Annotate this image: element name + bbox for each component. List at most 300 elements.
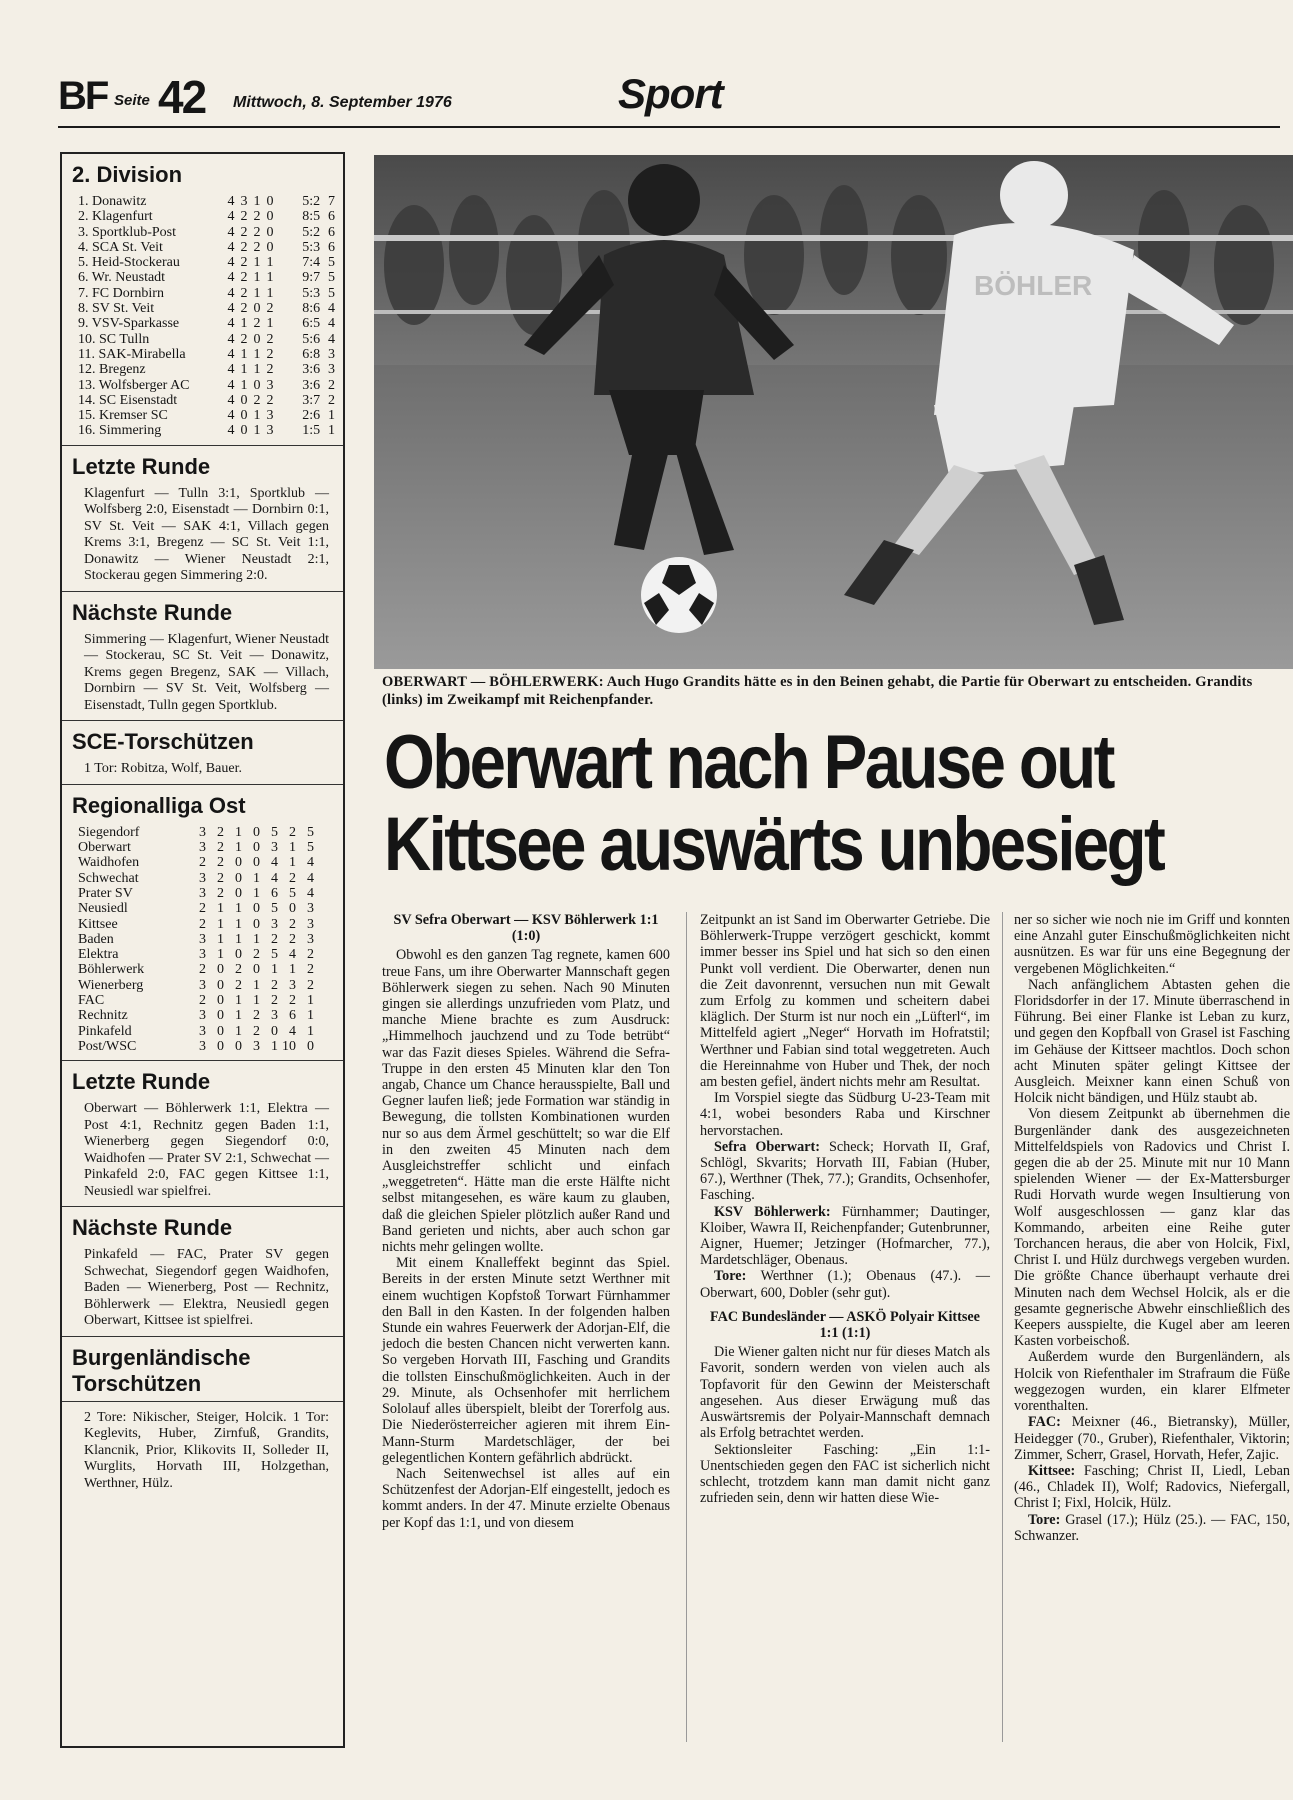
match-photo xyxy=(374,155,1293,669)
standings-cell: 1 xyxy=(328,423,335,439)
standings-cell: 1 xyxy=(253,977,260,993)
standings-cell: 6:8 xyxy=(302,346,321,362)
title-line: Torschützen xyxy=(72,1370,202,1396)
standings-cell: 4 xyxy=(227,346,235,362)
divider xyxy=(62,1401,343,1402)
standings-cell: 2 xyxy=(199,962,206,978)
standings-cell: 1 xyxy=(289,962,296,978)
standings-cell: 2 xyxy=(199,855,206,871)
standings-cell: 2 xyxy=(253,239,261,255)
standings-cell: 3 xyxy=(328,362,335,378)
standings-cell: 5 xyxy=(307,840,314,856)
standings-row xyxy=(78,332,335,347)
standings-cell: 2 xyxy=(240,331,248,347)
standings-cell: 15. Kremser SC xyxy=(78,408,168,424)
standings-cell: 3 xyxy=(199,977,206,993)
standings-cell: 2 xyxy=(240,301,248,317)
standings-cell: Prater SV xyxy=(78,885,133,901)
standings-cell: 1 xyxy=(235,901,242,917)
standings-cell: 1 xyxy=(217,916,224,932)
standings-row xyxy=(78,917,335,932)
lineup-text: Meixner (46., Bietransky), Müller, Heidegger (70., Gruber), Riefenthaler, Viktorin; Zimmer, Scherr, Grasel, Horvath, Hefer, Zajic. xyxy=(1014,1414,1290,1463)
article-headline xyxy=(384,722,1166,886)
standings-cell: 1 xyxy=(253,870,260,886)
column-rule xyxy=(686,912,687,1742)
standings-cell: 7. FC Dornbirn xyxy=(78,285,164,301)
standings-row xyxy=(78,286,335,301)
regional-standings-table xyxy=(78,825,335,1054)
standings-cell: 0 xyxy=(253,901,260,917)
section-title: Sport xyxy=(618,70,723,117)
standings-cell: 3 xyxy=(199,1023,206,1039)
standings-cell: 1 xyxy=(217,947,224,963)
standings-cell: 2 xyxy=(289,870,296,886)
goals-label: Tore: xyxy=(714,1268,747,1285)
standings-cell: 0 xyxy=(266,194,274,209)
standings-cell: 1 xyxy=(235,993,242,1009)
standings-cell: 4 xyxy=(227,270,235,286)
standings-cell: FAC xyxy=(78,993,105,1009)
standings-cell: 9:7 xyxy=(302,270,321,286)
standings-row xyxy=(78,393,335,408)
issue-date: Mittwoch, 8. September 1976 xyxy=(233,94,452,111)
goals-label: Tore: xyxy=(1028,1511,1061,1528)
standings-cell: 3 xyxy=(199,885,206,901)
divider xyxy=(62,591,343,592)
standings-cell: 6 xyxy=(328,224,335,240)
standings-cell: 2 xyxy=(217,885,224,901)
standings-cell: 2 xyxy=(240,239,248,255)
lineup xyxy=(700,1139,990,1204)
standings-row xyxy=(78,871,335,886)
standings-cell: 4 xyxy=(227,331,235,347)
standings-row xyxy=(78,270,335,285)
standings-cell: 4 xyxy=(227,392,235,408)
standings-cell: 4 xyxy=(289,947,296,963)
standings-cell: 2 xyxy=(240,209,248,225)
last-round-results: Klagenfurt — Tulln 3:1, Sportklub — Wolfsberg 2:0, Eisenstadt — Dornbirn 0:1, SV St. Veit — SAK 4:1, Villach gegen Krems 3:1, Bregenz — SC St. Veit 1:1, Donawitz — Wiener Neustadt 2:1, Stockerau gegen Simmering 2:0. xyxy=(84,485,329,584)
match-subhead: SV Sefra Oberwart — KSV Böhlerwerk 1:1 (1:0) xyxy=(393,912,659,945)
standings-cell: 0 xyxy=(253,840,260,856)
division-standings-table xyxy=(78,194,335,439)
paragraph: Obwohl es den ganzen Tag regnete, kamen 600 treue Fans, um ihre Oberwarter Mannschaft gegen Böhlerwerk siegen zu sehen. Nach 90 Minuten gingen sie allerdings unzufrieden vom Platz, und manche Miene brachte es zum Ausdruck: „Himmelhoch jauchzend und zu Tode betrübt“ war das Fazit dieses Spieles. Während die Sefra-Truppe in den ersten 45 Minuten klar den Ton angab, Chance um Chance herausspielte, Ball und Gegner laufen ließ; jede Formation war ständig in Bewegung, die tollsten Kombinationen wurden nur so aus dem Ärmel geschüttelt; so war die Elf in den zweiten 45 Minuten nach dem Ausgleichstreffer schlicht und einfach „weggetreten“. Hätte man die erste Hälfte nicht selbst mitangesehen, es wäre kaum zu glauben, daß die gleichen Spieler plötzlich außer Rand und Band gerieten und nichts, aber auch schon gar nichts mehr gelingen wollte. xyxy=(382,947,670,1256)
burgenland-scorers-title xyxy=(72,1345,335,1397)
standings-cell: 7:4 xyxy=(302,255,321,271)
lineup-label: Sefra Oberwart: xyxy=(714,1138,820,1155)
standings-cell: 0 xyxy=(253,301,261,317)
headline-line-2: Kittsee auswärts unbesiegt xyxy=(384,802,1164,887)
standings-cell: 3 xyxy=(271,1008,278,1024)
standings-cell: 4 xyxy=(227,239,235,255)
standings-cell: 3. Sportklub-Post xyxy=(78,224,177,240)
goals-text: Werthner (1.); Obenaus (47.). — Oberwart, 600, Dobler (sehr gut). xyxy=(700,1268,990,1301)
standings-cell: 0 xyxy=(253,377,261,393)
standings-cell: 4 xyxy=(307,885,314,901)
standings-cell: 1 xyxy=(266,270,274,286)
standings-cell: 1 xyxy=(235,1008,242,1024)
standings-cell: 2 xyxy=(235,977,242,993)
divider xyxy=(62,1336,343,1337)
standings-cell: 6 xyxy=(328,209,335,225)
standings-cell: Schwechat xyxy=(78,870,139,886)
lineup xyxy=(700,1204,990,1269)
standings-cell: 4 xyxy=(227,408,235,424)
standings-cell: 1 xyxy=(240,346,248,362)
standings-cell: 5 xyxy=(328,255,335,271)
standings-cell: 12. Bregenz xyxy=(78,362,146,378)
standings-cell: 1 xyxy=(217,931,224,947)
standings-cell: 3:6 xyxy=(302,377,321,393)
goals-text: Grasel (17.); Hülz (25.). — FAC, 150, Schwanzer. xyxy=(1014,1511,1290,1544)
standings-cell: 0 xyxy=(217,962,224,978)
standings-cell: 2 xyxy=(307,962,314,978)
standings-cell: 3 xyxy=(328,346,335,362)
standings-row xyxy=(78,978,335,993)
standings-cell: 2 xyxy=(271,993,278,1009)
standings-cell: 1 xyxy=(307,1023,314,1039)
standings-cell: 2 xyxy=(289,916,296,932)
standings-cell: 4 xyxy=(328,301,335,317)
standings-cell: 1 xyxy=(253,270,261,286)
lineup-label: KSV Böhlerwerk: xyxy=(714,1203,831,1220)
standings-cell: 2 xyxy=(289,993,296,1009)
standings-cell: 5 xyxy=(271,947,278,963)
standings-row xyxy=(78,1024,335,1039)
standings-cell: 0 xyxy=(289,901,296,917)
standings-row xyxy=(78,255,335,270)
standings-cell: 1. Donawitz xyxy=(78,194,147,209)
standings-cell: 4 xyxy=(289,1023,296,1039)
standings-row xyxy=(78,855,335,870)
standings-cell: 1 xyxy=(253,423,261,439)
standings-cell: 4. SCA St. Veit xyxy=(78,239,163,255)
standings-cell: 1 xyxy=(253,993,260,1009)
standings-cell: 4 xyxy=(271,855,278,871)
standings-cell: 1 xyxy=(240,316,248,332)
standings-cell: 2 xyxy=(240,255,248,271)
standings-cell: 1 xyxy=(253,255,261,271)
lineup-label: FAC: xyxy=(1028,1414,1061,1431)
standings-cell: 5. Heid-Stockerau xyxy=(78,255,180,271)
standings-cell: 1 xyxy=(253,346,261,362)
standings-cell: 2:6 xyxy=(302,408,321,424)
standings-cell: 4 xyxy=(227,194,235,209)
standings-cell: 3:6 xyxy=(302,362,321,378)
standings-cell: 4 xyxy=(328,331,335,347)
standings-cell: 1 xyxy=(266,255,274,271)
standings-cell: 3 xyxy=(307,931,314,947)
lineup xyxy=(1014,1463,1290,1512)
standings-cell: 2 xyxy=(217,824,224,840)
paragraph: Sektionsleiter Fasching: „Ein 1:1-Unentschieden gegen den FAC ist sicherlich nicht schlecht, trotzdem kann man damit nicht ganz zufrieden sein, denn wir hatten diese Wie- xyxy=(700,1441,990,1507)
lineup xyxy=(1014,1414,1290,1463)
standings-cell: 7 xyxy=(328,194,335,209)
lineup-label: Kittsee: xyxy=(1028,1462,1076,1479)
divider xyxy=(62,445,343,446)
divider xyxy=(62,720,343,721)
standings-cell: 5 xyxy=(289,885,296,901)
standings-cell: 0 xyxy=(235,947,242,963)
standings-cell: 2 xyxy=(253,392,261,408)
standings-cell: 1 xyxy=(307,993,314,1009)
standings-cell: 0 xyxy=(253,962,260,978)
standings-cell: Rechnitz xyxy=(78,1008,128,1024)
standings-cell: 3 xyxy=(199,870,206,886)
standings-cell: 0 xyxy=(235,870,242,886)
standings-cell: 6 xyxy=(271,885,278,901)
paragraph: Im Vorspiel siegte das Südburg U-23-Team mit 4:1, wobei besonders Raba und Kirschner hervorstachen. xyxy=(700,1090,990,1139)
standings-cell: 11. SAK-Mirabella xyxy=(78,346,186,362)
standings-row xyxy=(78,423,335,438)
standings-cell: 5:3 xyxy=(302,285,321,301)
results-sidebar xyxy=(60,152,345,1748)
standings-row xyxy=(78,840,335,855)
standings-cell: 3 xyxy=(289,977,296,993)
standings-cell: 13. Wolfsberger AC xyxy=(78,377,190,393)
standings-cell: 0 xyxy=(217,993,224,1009)
standings-cell: 0 xyxy=(271,1023,278,1039)
standings-cell: 4 xyxy=(227,255,235,271)
standings-cell: 0 xyxy=(240,408,248,424)
standings-cell: 6 xyxy=(328,239,335,255)
standings-cell: 3 xyxy=(199,840,206,856)
standings-cell: 2 xyxy=(266,392,274,408)
standings-cell: 3 xyxy=(307,916,314,932)
standings-cell: 2 xyxy=(240,270,248,286)
standings-cell: 2 xyxy=(289,931,296,947)
divider xyxy=(62,1206,343,1207)
standings-cell: 1 xyxy=(240,362,248,378)
paragraph: Zeitpunkt an ist Sand im Oberwarter Getriebe. Die Böhlerwerk-Truppe verzögert geschickt, kommt immer besser ins Spiel und hat sich so den einen Punkt voll verdient. Die Oberwarter, denen nun die Zeit davonrennt, versuchen nun mit Gewalt zum Erfolg zu kommen und scheitern dabei kläglich. Der Sturm ist nur noch ein „Lüfterl“, im Mittelfeld agiert „Neger“ Horvath im Hofratstil; Werthner und Fabian sind total weggetreten. Auch die Hereinnahme von Huber und Thek, der noch am besten gefiel, ändert nichts mehr am Resultat. xyxy=(700,912,990,1091)
standings-cell: 1 xyxy=(289,840,296,856)
masthead xyxy=(58,70,1278,125)
match-photo-image xyxy=(374,155,1293,669)
standings-cell: 5:6 xyxy=(302,331,321,347)
paragraph: Außerdem wurde den Burgenländern, als Holcik von Riefenthaler im Strafraum die Füße weggezogen wurden, ein klarer Elfmeter vorenthalten. xyxy=(1014,1349,1290,1415)
standings-cell: 0 xyxy=(217,1008,224,1024)
standings-cell: 2 xyxy=(217,855,224,871)
article-column-2 xyxy=(700,912,990,1506)
standings-cell: 5 xyxy=(328,270,335,286)
standings-cell: 0 xyxy=(217,977,224,993)
standings-cell: 2 xyxy=(199,901,206,917)
lineup-text: Fasching; Christ II, Liedl, Leban (46., Chladek II), Wolf; Radovics, Niefergall, Christ I; Fixl, Holcik, Hülz. xyxy=(1014,1462,1291,1512)
standings-cell: 0 xyxy=(266,239,274,255)
standings-cell: 1 xyxy=(271,962,278,978)
standings-cell: 2 xyxy=(240,224,248,240)
paragraph: ner so sicher wie noch nie im Griff und konnten eine Anzahl guter Einschußmöglichkeiten nicht ausnützen. Es war für uns eine Begegnung der vergebenen Möglichkeiten.“ xyxy=(1014,912,1290,977)
standings-cell: 1 xyxy=(235,1023,242,1039)
standings-cell: 5 xyxy=(307,824,314,840)
standings-cell: 1 xyxy=(235,916,242,932)
standings-cell: 2 xyxy=(271,931,278,947)
standings-cell: 3 xyxy=(199,1008,206,1024)
masthead-rule xyxy=(58,126,1280,128)
standings-cell: 10 xyxy=(282,1038,296,1054)
standings-cell: 2 xyxy=(253,1008,260,1024)
standings-cell: 2 xyxy=(240,285,248,301)
standings-cell: 4 xyxy=(328,316,335,332)
standings-cell: 1 xyxy=(253,885,260,901)
standings-row xyxy=(78,378,335,393)
standings-cell: 1 xyxy=(328,408,335,424)
standings-cell: 1 xyxy=(217,901,224,917)
standings-cell: 0 xyxy=(235,855,242,871)
last-round-results: Oberwart — Böhlerwerk 1:1, Elektra — Post 4:1, Rechnitz gegen Baden 1:1, Wienerberg gegen Siegendorf 0:0, Waidhofen — Prater SV 2:1, Schwechat — Pinkafeld 2:0, FAC gegen Kittsee 1:1, Neusiedl war spielfrei. xyxy=(84,1101,329,1199)
standings-cell: 0 xyxy=(253,824,260,840)
standings-cell: 1 xyxy=(235,824,242,840)
standings-cell: Baden xyxy=(78,931,114,947)
next-round-title: Nächste Runde xyxy=(72,1215,233,1241)
standings-cell: 6:5 xyxy=(302,316,321,332)
standings-cell: 4 xyxy=(227,362,235,378)
standings-row xyxy=(78,1039,335,1054)
standings-cell: 2 xyxy=(199,993,206,1009)
standings-cell: 8. SV St. Veit xyxy=(78,301,155,317)
standings-cell: 3 xyxy=(266,423,274,439)
standings-cell: 2 xyxy=(328,392,335,408)
standings-cell: Pinkafeld xyxy=(78,1023,132,1039)
standings-cell: 2 xyxy=(307,977,314,993)
standings-cell: 2 xyxy=(266,362,274,378)
photo-caption xyxy=(382,673,1287,709)
standings-cell: 2 xyxy=(217,870,224,886)
standings-row xyxy=(78,209,335,224)
standings-cell: 0 xyxy=(253,331,261,347)
standings-cell: 0 xyxy=(217,1023,224,1039)
title-line: Burgenländische xyxy=(72,1344,251,1370)
standings-cell: 3 xyxy=(240,194,248,209)
standings-cell: 3:7 xyxy=(302,392,321,408)
lineup-text: Fürnhammer; Dautinger, Kloiber, Wawra II, Reichenpfander; Gutenbrunner, Aigner, Huemer; Jetzinger (Hofmarcher, 77.), Mardetschläger, Obenaus. xyxy=(700,1203,990,1269)
standings-cell: Waidhofen xyxy=(78,855,140,871)
standings-cell: 3 xyxy=(271,916,278,932)
standings-cell: 3 xyxy=(266,408,274,424)
standings-row xyxy=(78,962,335,977)
standings-row xyxy=(78,301,335,316)
standings-cell: 3 xyxy=(271,840,278,856)
standings-cell: 0 xyxy=(266,209,274,225)
lineup-text: Scheck; Horvath II, Graf, Schlögl, Skvarits; Horvath III, Fabian (Huber, 67.), Werthner (Thek, 77.); Grandits, Ochsenhofer, Fasching. xyxy=(700,1138,990,1204)
standings-cell: 3 xyxy=(199,824,206,840)
standings-cell: 5 xyxy=(328,285,335,301)
standings-cell: 0 xyxy=(235,1038,242,1054)
page-number: 42 xyxy=(158,71,206,123)
standings-cell: 2 xyxy=(217,840,224,856)
regional-league-title: Regionalliga Ost xyxy=(72,792,246,818)
next-round-fixtures: Pinkafeld — FAC, Prater SV gegen Schwechat, Siegendorf gegen Waidhofen, Baden — Wienerberg, Post — Rechnitz, Böhlerwerk — Elektra, Neusiedl gegen Oberwart, Kittsee ist spielfrei. xyxy=(84,1247,329,1329)
standings-cell: 9. VSV-Sparkasse xyxy=(78,316,180,332)
scorers-text: 1 Tor: Robitza, Wolf, Bauer. xyxy=(84,761,242,777)
logo: BF xyxy=(58,74,108,118)
standings-cell: 2 xyxy=(289,824,296,840)
caption-text: Auch Hugo Grandits hätte es in den Beinen gehabt, die Partie für Oberwart zu entscheiden. Grandits (links) im Zweikampf mit Reichenpfander. xyxy=(382,674,1253,708)
standings-row xyxy=(78,932,335,947)
standings-cell: Böhlerwerk xyxy=(78,962,145,978)
paragraph: Von diesem Zeitpunkt ab übernehmen die Burgenländer dank des ausgezeichneten Mittelfeldspiels von Radovics und Christ I. gegen die ab der 25. Minute mit nur 10 Mann spielenden Wiener — der Ex-Mattersburger Rudi Horvath wurde wegen Insultierung von Wolf ausgeschlossen — ganz klar das Kommando, arbeiten eine Reihe guter Torchancen heraus, die aber von Holcik, Fixl, Christ I. und Hülz durchwegs vergeben wurden. Die größte Chance überhaupt verhaute drei Minuten nach dem Wechsel Holcik, als er die gesamte gegnerische Abwehr einschließlich des Keepers ausspielte, die Kugel aber am leeren Kasten vorbeischoß. xyxy=(1014,1106,1290,1350)
standings-cell: 2 xyxy=(307,947,314,963)
standings-cell: 4 xyxy=(227,377,235,393)
standings-cell: 2 xyxy=(253,224,261,240)
standings-row xyxy=(78,1008,335,1023)
last-round-title: Letzte Runde xyxy=(72,453,211,479)
paragraph: Nach anfänglichem Abtasten gehen die Floridsdorfer in der 17. Minute überraschend in Führung. Bei einer Flanke ist Leban zu kurz, und gegen den Kopfball von Grasel ist Fasching im Gehäuse der Kittseer machtlos. Doch schon acht Minuten später gelingt Kittsee der Ausgleich. Meixner kann einen Schuß von Holcik nicht bändigen, und Hülz staubt ab. xyxy=(1014,976,1290,1107)
standings-cell: 5:3 xyxy=(302,239,321,255)
standings-cell: 4 xyxy=(227,285,235,301)
standings-cell: 4 xyxy=(227,224,235,240)
standings-row xyxy=(78,886,335,901)
standings-cell: 3 xyxy=(199,931,206,947)
standings-cell: 1 xyxy=(235,840,242,856)
goals xyxy=(700,1268,990,1300)
standings-cell: Neusiedl xyxy=(78,901,128,917)
standings-cell: Kittsee xyxy=(78,916,118,932)
standings-cell: 4 xyxy=(227,316,235,332)
standings-row xyxy=(78,408,335,423)
standings-cell: 3 xyxy=(199,947,206,963)
standings-cell: 2 xyxy=(199,916,206,932)
standings-row xyxy=(78,225,335,240)
shirt-lettering: BÖHLER xyxy=(974,270,1093,301)
standings-cell: 4 xyxy=(307,870,314,886)
standings-cell: 6. Wr. Neustadt xyxy=(78,270,166,286)
standings-row xyxy=(78,194,335,209)
standings-cell: 1 xyxy=(266,316,274,332)
last-round-title: Letzte Runde xyxy=(72,1069,211,1095)
standings-cell: 1:5 xyxy=(302,423,321,439)
match-subhead: FAC Bundesländer — ASKÖ Polyair Kittsee 1:1 (1:1) xyxy=(710,1308,980,1342)
standings-cell: 4 xyxy=(227,423,235,439)
standings-cell: 3 xyxy=(266,377,274,393)
standings-row xyxy=(78,240,335,255)
standings-cell: 1 xyxy=(253,931,260,947)
standings-cell: 5 xyxy=(271,824,278,840)
caption-lead: OBERWART — BÖHLERWERK: xyxy=(382,674,604,690)
standings-row xyxy=(78,993,335,1008)
standings-cell: 2 xyxy=(266,301,274,317)
standings-row xyxy=(78,316,335,331)
division-title: 2. Division xyxy=(72,162,183,187)
standings-cell: 1 xyxy=(253,285,261,301)
standings-cell: Elektra xyxy=(78,947,119,963)
standings-cell: 0 xyxy=(253,855,260,871)
next-round-title: Nächste Runde xyxy=(72,599,233,625)
standings-cell: 5:2 xyxy=(302,224,321,240)
standings-cell: 4 xyxy=(227,209,235,225)
column-rule xyxy=(1002,912,1003,1742)
standings-cell: 2 xyxy=(266,346,274,362)
standings-cell: 1 xyxy=(271,1038,278,1054)
standings-cell: 4 xyxy=(227,301,235,317)
standings-cell: 2 xyxy=(253,316,261,332)
standings-cell: 1 xyxy=(253,408,261,424)
standings-cell: 0 xyxy=(235,885,242,901)
headline-line-1: Oberwart nach Pause out xyxy=(384,720,1113,805)
standings-cell: 2 xyxy=(328,377,335,393)
standings-cell: 4 xyxy=(307,855,314,871)
standings-cell: 1 xyxy=(289,855,296,871)
standings-cell: 3 xyxy=(199,1038,206,1054)
standings-row xyxy=(78,347,335,362)
standings-cell: Post/WSC xyxy=(78,1038,137,1054)
standings-cell: 1 xyxy=(307,1008,314,1024)
paragraph: Nach Seitenwechsel ist alles auf ein Schützenfest der Adorjan-Elf eingestellt, jedoch es kommt anders. In der 47. Minute erzielte Obenaus per Kopf das 1:1, und von diesem xyxy=(382,1465,670,1531)
divider xyxy=(62,784,343,785)
standings-cell: 16. Simmering xyxy=(78,423,162,439)
standings-cell: 5 xyxy=(271,901,278,917)
standings-row xyxy=(78,901,335,916)
standings-cell: 8:6 xyxy=(302,301,321,317)
